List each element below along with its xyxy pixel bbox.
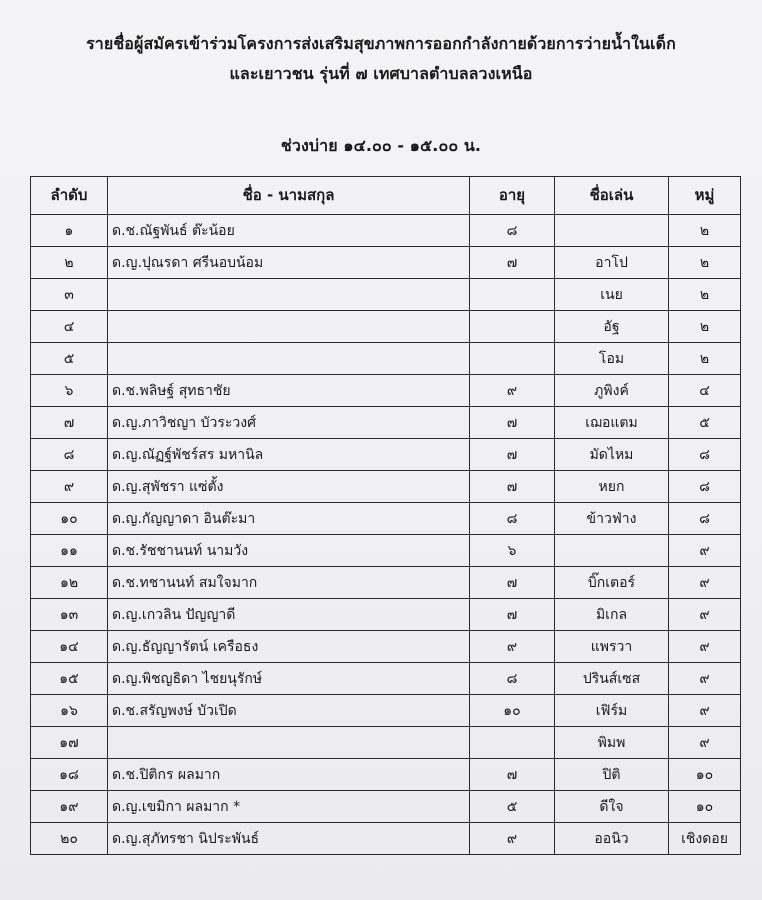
table-row	[31, 695, 741, 727]
col-header-village: หมู่	[669, 177, 741, 215]
cell-age: ๑๐	[470, 695, 555, 727]
cell-nickname: พิมพ	[555, 727, 669, 759]
cell-no: ๑๙	[31, 791, 108, 823]
cell-no: ๕	[31, 343, 108, 375]
cell-no: ๑๓	[31, 599, 108, 631]
cell-village: ๙	[669, 535, 741, 567]
cell-name: ด.ญ.สุพัชรา แซ่ตั้ง	[108, 471, 470, 503]
cell-no: ๙	[31, 471, 108, 503]
cell-village: ๙	[669, 663, 741, 695]
table-row	[31, 439, 741, 471]
table-row	[31, 663, 741, 695]
cell-nickname	[555, 535, 669, 567]
cell-no: ๑๕	[31, 663, 108, 695]
cell-nickname: เฌอแตม	[555, 407, 669, 439]
session-time: ช่วงบ่าย ๑๔.๐๐ - ๑๕.๐๐ น.	[280, 136, 482, 155]
cell-age	[470, 311, 555, 343]
cell-age: ๘	[470, 503, 555, 535]
table-row	[31, 503, 741, 535]
table-row	[31, 471, 741, 503]
document-title-line-2: และเยาวชน รุ่นที่ ๗ เทศบาลตำบลลวงเหนือ	[229, 64, 533, 83]
cell-no: ๓	[31, 279, 108, 311]
cell-village: เชิงดอย	[669, 823, 741, 855]
cell-age	[470, 343, 555, 375]
cell-age: ๕	[470, 791, 555, 823]
cell-nickname: มัดไหม	[555, 439, 669, 471]
col-header-name: ชื่อ - นามสกุล	[108, 177, 470, 215]
cell-nickname: อาโป	[555, 247, 669, 279]
cell-village: ๙	[669, 567, 741, 599]
cell-name: ด.ช.ณัฐพันธ์ ต๊ะน้อย	[108, 215, 470, 247]
cell-no: ๑๗	[31, 727, 108, 759]
cell-no: ๑๐	[31, 503, 108, 535]
table-row	[31, 599, 741, 631]
cell-name: ด.ญ.เกวลิน ปัญญาดี	[108, 599, 470, 631]
cell-village: ๘	[669, 503, 741, 535]
cell-no: ๒	[31, 247, 108, 279]
cell-no: ๒๐	[31, 823, 108, 855]
cell-nickname: ปิติ	[555, 759, 669, 791]
cell-village: ๘	[669, 439, 741, 471]
table-row	[31, 343, 741, 375]
cell-nickname: ออนิว	[555, 823, 669, 855]
cell-name: ด.ญ.พิชญธิดา ไชยนุรักษ์	[108, 663, 470, 695]
table-header-row	[31, 177, 741, 215]
cell-name: ด.ช.ทชานนท์ สมใจมาก	[108, 567, 470, 599]
cell-name	[108, 311, 470, 343]
cell-village: ๒	[669, 311, 741, 343]
cell-age: ๗	[470, 247, 555, 279]
cell-age	[470, 727, 555, 759]
cell-village: ๙	[669, 727, 741, 759]
cell-name: ด.ญ.กัญญาดา อินต๊ะมา	[108, 503, 470, 535]
cell-age	[470, 279, 555, 311]
cell-village: ๔	[669, 375, 741, 407]
cell-name	[108, 727, 470, 759]
cell-name: ด.ช.สรัญพงษ์ บัวเปิด	[108, 695, 470, 727]
cell-name: ด.ญ.เขมิกา ผลมาก *	[108, 791, 470, 823]
cell-village: ๙	[669, 631, 741, 663]
cell-nickname: อัฐ	[555, 311, 669, 343]
cell-village: ๘	[669, 471, 741, 503]
cell-name: ด.ช.พลิษฐ์ สุทธาชัย	[108, 375, 470, 407]
cell-name	[108, 279, 470, 311]
cell-age: ๙	[470, 823, 555, 855]
cell-name: ด.ช.รัชชานนท์ นามวัง	[108, 535, 470, 567]
cell-nickname: ข้าวฟ่าง	[555, 503, 669, 535]
table-row	[31, 279, 741, 311]
cell-age: ๙	[470, 375, 555, 407]
cell-name: ด.ช.ปิติกร ผลมาก	[108, 759, 470, 791]
cell-name: ด.ญ.ณัฏฐ์พัชร์สร มหานิล	[108, 439, 470, 471]
table-row	[31, 727, 741, 759]
table-row	[31, 791, 741, 823]
cell-no: ๑๑	[31, 535, 108, 567]
col-header-nickname: ชื่อเล่น	[555, 177, 669, 215]
table-row	[31, 823, 741, 855]
col-header-age: อายุ	[470, 177, 555, 215]
cell-nickname: มิเกล	[555, 599, 669, 631]
cell-village: ๒	[669, 215, 741, 247]
cell-age: ๗	[470, 599, 555, 631]
cell-nickname: เนย	[555, 279, 669, 311]
document-title-line-1: รายชื่อผู้สมัครเข้าร่วมโครงการส่งเสริมสุขภาพการออกกำลังกายด้วยการว่ายน้ำในเด็ก	[86, 34, 676, 53]
cell-nickname: ภูพิงค์	[555, 375, 669, 407]
cell-age: ๘	[470, 215, 555, 247]
cell-age: ๖	[470, 535, 555, 567]
table-row	[31, 247, 741, 279]
cell-nickname: ดีใจ	[555, 791, 669, 823]
cell-no: ๗	[31, 407, 108, 439]
cell-name: ด.ญ.ภาวิชญา บัวระวงศ์	[108, 407, 470, 439]
cell-nickname: ปรินส์เซส	[555, 663, 669, 695]
cell-village: ๕	[669, 407, 741, 439]
cell-no: ๑๘	[31, 759, 108, 791]
cell-age: ๗	[470, 407, 555, 439]
cell-name: ด.ญ.สุภัทรชา นิประพันธ์	[108, 823, 470, 855]
cell-village: ๒	[669, 343, 741, 375]
table-row	[31, 407, 741, 439]
cell-no: ๖	[31, 375, 108, 407]
cell-nickname: บิ๊กเตอร์	[555, 567, 669, 599]
table-row	[31, 567, 741, 599]
cell-village: ๒	[669, 247, 741, 279]
cell-no: ๑๒	[31, 567, 108, 599]
cell-village: ๑๐	[669, 759, 741, 791]
cell-no: ๑๔	[31, 631, 108, 663]
cell-no: ๑	[31, 215, 108, 247]
cell-nickname: แพรวา	[555, 631, 669, 663]
cell-village: ๑๐	[669, 791, 741, 823]
col-header-no: ลำดับ	[31, 177, 108, 215]
cell-nickname: หยก	[555, 471, 669, 503]
cell-age: ๗	[470, 439, 555, 471]
table-row	[31, 759, 741, 791]
cell-age: ๗	[470, 471, 555, 503]
table-row	[31, 631, 741, 663]
cell-age: ๗	[470, 759, 555, 791]
cell-name	[108, 343, 470, 375]
cell-village: ๙	[669, 695, 741, 727]
cell-name: ด.ญ.ปุณรดา ศรีนอบน้อม	[108, 247, 470, 279]
participant-table	[30, 176, 741, 855]
cell-age: ๙	[470, 631, 555, 663]
cell-nickname	[555, 215, 669, 247]
cell-nickname: เฟิร์ม	[555, 695, 669, 727]
cell-no: ๘	[31, 439, 108, 471]
cell-age: ๘	[470, 663, 555, 695]
table-row	[31, 215, 741, 247]
cell-nickname: โอม	[555, 343, 669, 375]
cell-name: ด.ญ.ธัญญารัตน์ เครือธง	[108, 631, 470, 663]
cell-no: ๔	[31, 311, 108, 343]
table-row	[31, 375, 741, 407]
cell-no: ๑๖	[31, 695, 108, 727]
cell-age: ๗	[470, 567, 555, 599]
cell-village: ๙	[669, 599, 741, 631]
table-row	[31, 535, 741, 567]
cell-village: ๒	[669, 279, 741, 311]
table-row	[31, 311, 741, 343]
